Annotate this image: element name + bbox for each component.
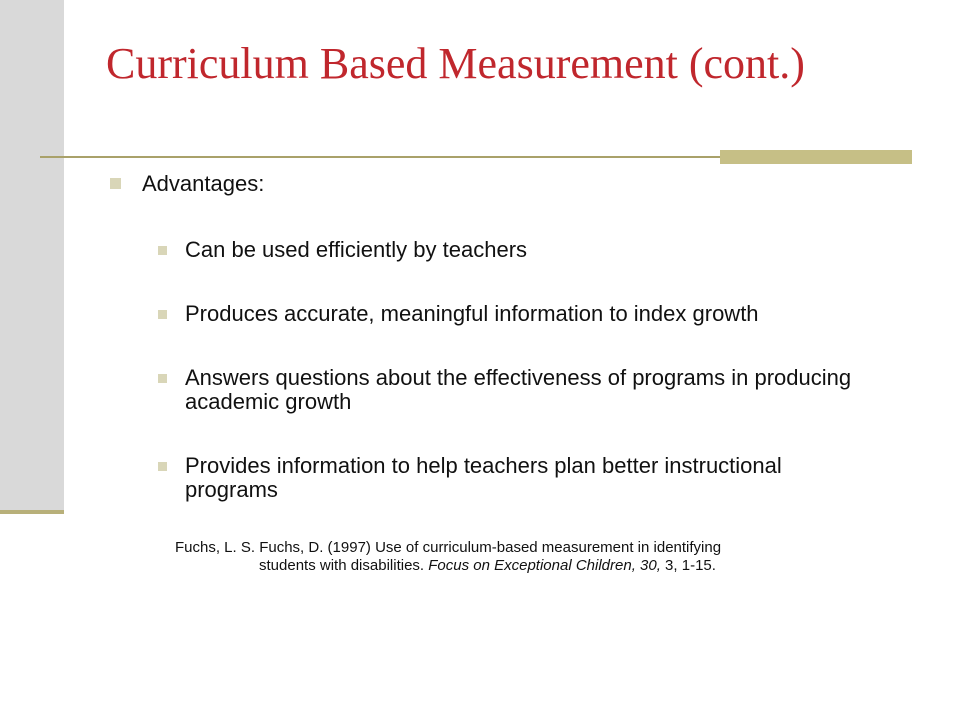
title-underline-thin [40, 156, 720, 158]
advantage-item: Can be used efficiently by teachers [185, 237, 528, 262]
citation-line2-start: students with disabilities. [259, 557, 429, 574]
left-decorative-band [0, 0, 64, 512]
citation-authors: Fuchs, L. S. Fuchs, D. (1997) Use of curriculum-based measurement in identifying [175, 539, 722, 556]
citation-journal: Focus on Exceptional Children, 30, [428, 557, 661, 574]
advantage-item: Answers questions about the effectiveness of programs in producing academic growth [185, 365, 852, 414]
bullet-square-icon [110, 178, 121, 189]
citation-line2 [175, 557, 895, 575]
advantage-item: Produces accurate, meaningful information to index growth [185, 301, 759, 326]
bullet-square-icon [158, 310, 167, 319]
advantage-item: Provides information to help teachers plan better instructional programs [185, 453, 782, 502]
bullet-square-icon [158, 246, 167, 255]
slide-title: Curriculum Based Measurement (cont.) [106, 39, 805, 88]
citation-line2-end: 3, 1-15. [660, 557, 716, 574]
advantages-heading: Advantages: [142, 171, 265, 196]
left-band-accent [0, 510, 64, 514]
citation [175, 539, 895, 575]
title-underline-thick [720, 150, 912, 164]
bullet-square-icon [158, 462, 167, 471]
bullet-square-icon [158, 374, 167, 383]
